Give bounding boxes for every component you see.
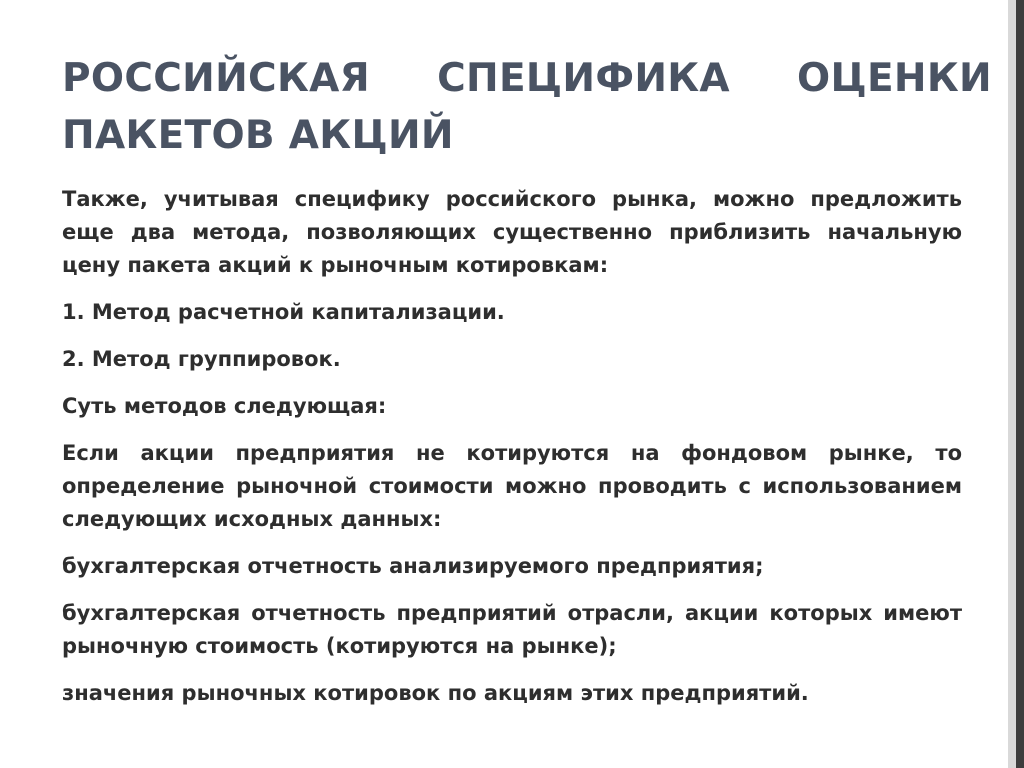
data-source-item-1: бухгалтерская отчетность анализируемого предприятия; — [62, 554, 764, 578]
decorative-side-bar-light — [1008, 0, 1016, 768]
methods-essence-heading: Суть методов следующая: — [62, 394, 387, 418]
method-item-1: 1. Метод расчетной капитализации. — [62, 300, 505, 324]
slide-title: РОССИЙСКАЯ СПЕЦИФИКА ОЦЕНКИ ПАКЕТОВ АКЦИЙ — [62, 56, 992, 158]
decorative-side-bar-dark — [1016, 0, 1024, 768]
intro-paragraph: Также, учитывая специфику российского рынка, можно предложить еще два метода, позволяющих существенно приблизить начальную цену пакета акций к рыночным котировкам: — [62, 187, 962, 277]
data-source-item-3: значения рыночных котировок по акциям этих предприятий. — [62, 681, 809, 705]
method-item-2: 2. Метод группировок. — [62, 347, 341, 371]
data-source-item-2: бухгалтерская отчетность предприятий отрасли, акции которых имеют рыночную стоимость (котируются на рынке); — [62, 601, 962, 658]
slide-body — [62, 183, 962, 724]
condition-paragraph: Если акции предприятия не котируются на фондовом рынке, то определение рыночной стоимости можно проводить с использованием следующих исходных данных: — [62, 441, 962, 531]
